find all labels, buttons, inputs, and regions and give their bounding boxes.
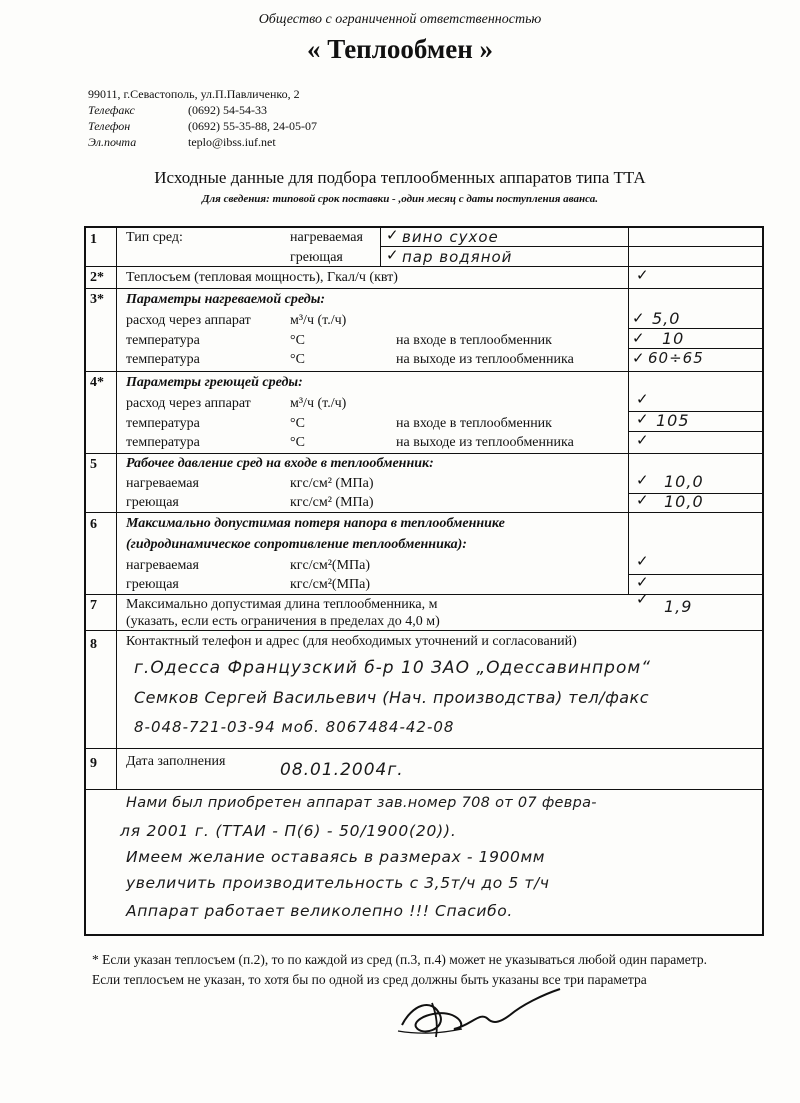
check-mark: ✓ [636,266,649,284]
address: 99011, г.Севастополь, ул.П.Павличенко, 2 [88,87,300,101]
check-mark: ✓ [636,410,649,428]
fill-date-value: 08.01.2004г. [280,760,404,780]
row-divider [84,748,764,749]
check-mark: ✓ [386,246,399,264]
contact-phone [88,118,317,134]
max-length-label: Максимально допустимая длина теплообменника, м [126,597,438,612]
heated-pressure-value: 10,0 [664,472,704,491]
note-line: ля 2001 г. (ТТАИ - П(6) - 50/1900(20)). [120,822,457,840]
section-title: Максимально допустимая потеря напора в теплообменнике [126,516,505,531]
row-number: 4* [90,375,104,390]
note-line: Имеем желание оставаясь в размерах - 1900мм [126,848,546,866]
heated-medium-label: нагреваемая [290,230,363,245]
flow-unit: м³/ч (т./ч) [290,396,347,411]
row-divider [84,630,764,631]
check-mark: ✓ [632,309,645,327]
pressure-loss-unit: кгс/см²(МПа) [290,577,371,592]
org-type: Общество с ограниченной ответственностью [258,12,542,27]
max-length-value: 1,9 [664,597,693,616]
heated-medium-label: нагреваемая [126,476,199,491]
check-mark: ✓ [636,590,649,608]
temperature-label: температура [126,352,200,367]
contact-value: (0692) 55-35-88, 24-05-07 [188,119,317,133]
media-type-label: Тип сред: [126,230,183,245]
heating-inlet-temp-value: 105 [656,411,690,430]
section-title: Рабочее давление сред на входе в теплообменник: [126,456,434,471]
contact-info-label: Контактный телефон и адрес (для необходимых уточнений и согласований) [126,634,577,649]
inlet-label: на входе в теплообменник [396,333,552,348]
inlet-label: на входе в теплообменник [396,416,552,431]
row-divider [84,371,764,372]
contact-address: г.Одесса Французский б-р 10 ЗАО „Одессавинпром“ [134,658,651,678]
form-subtitle: Для сведения: типовой срок поставки - ,один месяц с даты поступления аванса. [202,193,598,205]
heating-medium-label: греющая [126,495,179,510]
contacts-block [88,86,317,150]
heat-load-label: Теплосъем (тепловая мощность), Гкал/ч (квт) [126,270,398,285]
temperature-unit: °С [290,352,305,367]
heated-flow-value: 5,0 [652,309,681,328]
temperature-label: температура [126,416,200,431]
heating-medium-label: греющая [126,577,179,592]
outlet-label: на выходе из теплообменника [396,435,574,450]
contact-value: teplo@ibss.iuf.net [188,135,276,149]
row-number: 3* [90,292,104,307]
heated-medium-value: вино сухое [402,228,499,246]
section-title: Параметры греющей среды: [126,375,303,390]
heating-pressure-value: 10,0 [664,492,704,511]
check-mark: ✓ [632,349,645,367]
contact-label: Телефакс [88,103,135,117]
check-mark: ✓ [386,226,399,244]
heating-medium-value: пар водяной [402,248,513,266]
row-divider [84,789,764,790]
heated-outlet-temp-value: 60÷65 [648,349,704,367]
fill-date-label: Дата заполнения [126,754,226,769]
row-number: 7 [90,598,97,613]
footnote: * Если указан теплосъем (п.2), то по каждой из сред (п.3, п.4) может не указываться любой один параметр. Если теплосъем не указан, то хотя бы по одной из сред должны быть указаны все три параметра [92,952,707,987]
temperature-unit: °С [290,416,305,431]
row-number: 8 [90,637,97,652]
contact-phones: 8-048-721-03-94 моб. 8067484-42-08 [134,718,455,736]
check-mark: ✓ [636,471,649,489]
section-subtitle: (гидродинамическое сопротивление теплообменника): [126,537,467,552]
check-mark: ✓ [636,552,649,570]
heated-inlet-temp-value: 10 [662,329,685,348]
row-divider [84,594,764,595]
contact-fax [88,102,317,118]
number-column-divider [116,226,117,789]
temperature-label: температура [126,435,200,450]
row-divider [84,453,764,454]
temperature-unit: °С [290,435,305,450]
contact-value: (0692) 54-54-33 [188,103,267,117]
value-column-divider [628,226,629,594]
row-number: 6 [90,517,97,532]
note-line: Аппарат работает великолепно !!! Спасибо. [126,902,513,920]
pressure-unit: кгс/см² (МПа) [290,495,374,510]
company-name: « Теплообмен » [306,34,494,64]
heating-medium-label: греющая [290,250,343,265]
pressure-loss-unit: кгс/см²(МПа) [290,558,371,573]
media-row-divider [380,246,764,247]
row-divider [84,512,764,513]
row-number: 9 [90,756,97,771]
pressure-unit: кгс/см² (МПа) [290,476,374,491]
temperature-unit: °С [290,333,305,348]
value-cell-divider [628,328,764,329]
check-mark: ✓ [636,573,649,591]
check-mark: ✓ [632,329,645,347]
contact-email [88,134,317,150]
contact-person: Семков Сергей Васильевич (Нач. производства) тел/факс [134,688,650,707]
temperature-label: температура [126,333,200,348]
flow-label: расход через аппарат [126,313,251,328]
check-mark: ✓ [636,390,649,408]
check-mark: ✓ [636,491,649,509]
form-title: Исходные данные для подбора теплообменных аппаратов типа ТТА [154,168,646,187]
contact-label: Телефон [88,119,131,133]
outlet-label: на выходе из теплообменника [396,352,574,367]
row-divider [84,266,764,267]
row-number: 5 [90,457,97,472]
flow-unit: м³/ч (т./ч) [290,313,347,328]
heated-medium-label: нагреваемая [126,558,199,573]
section-title: Параметры нагреваемой среды: [126,292,326,307]
max-length-note: (указать, если есть ограничения в пределах до 4,0 м) [126,614,440,629]
signature [392,985,572,1045]
check-mark: ✓ [636,431,649,449]
row-number: 2* [90,270,104,285]
note-line: увеличить производительность с 3,5т/ч до 5 т/ч [126,874,550,892]
row-divider [84,288,764,289]
note-line: Нами был приобретен аппарат зав.номер 708 от 07 февра- [126,795,597,811]
flow-label: расход через аппарат [126,396,251,411]
contact-label: Эл.почта [88,135,137,149]
row-number: 1 [90,232,97,247]
